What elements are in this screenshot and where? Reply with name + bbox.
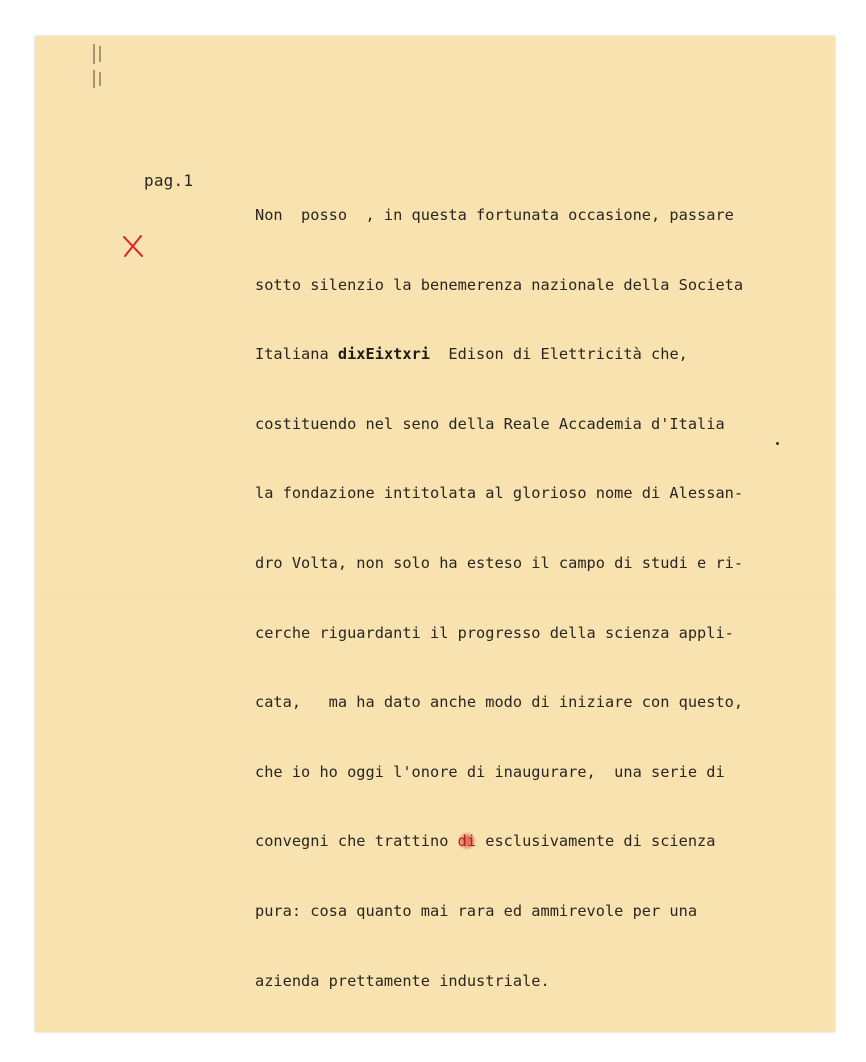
text-line: la fondazione intitolata al glorioso nome di Alessan- <box>255 484 744 503</box>
text-line-with-strikeout <box>255 341 815 375</box>
text-line: pura: cosa quanto mai rara ed ammirevole per una <box>255 901 698 920</box>
page-number-label: pag.1 <box>144 171 194 190</box>
text-line: dro Volta, non solo ha esteso il campo di studi e ri- <box>255 553 744 572</box>
text-segment: Italiana <box>255 345 338 364</box>
text-line-with-strikeout <box>255 828 815 862</box>
text-line: cata, ma ha dato anche modo di iniziare con questo, <box>255 693 744 712</box>
text-line: costituendo nel seno della Reale Accademia d'Italia <box>255 414 725 433</box>
text-segment: esclusivamente di scienza <box>476 832 716 851</box>
red-x-mark-icon <box>121 234 145 258</box>
text-line: cerche riguardanti il progresso della scienza appli- <box>255 623 734 642</box>
document-page <box>35 36 835 1032</box>
text-line: sotto silenzio la benemerenza nazionale della Societa <box>255 275 744 294</box>
margin-dot <box>776 442 779 445</box>
text-line: azienda prettamente industriale. <box>255 971 550 990</box>
typed-paragraph <box>255 166 815 1037</box>
staple-mark-icon <box>91 42 103 90</box>
text-line: che io ho oggi l'onore di inaugurare, una serie di <box>255 762 725 781</box>
text-segment: Edison di Elettricità che, <box>430 345 688 364</box>
text-line: Non posso , in questa fortunata occasione, passare <box>255 206 734 224</box>
red-struck-out-text: di <box>457 832 477 851</box>
text-segment: convegni che trattino <box>255 832 458 851</box>
struck-out-text: dixEixtxri <box>337 345 430 364</box>
